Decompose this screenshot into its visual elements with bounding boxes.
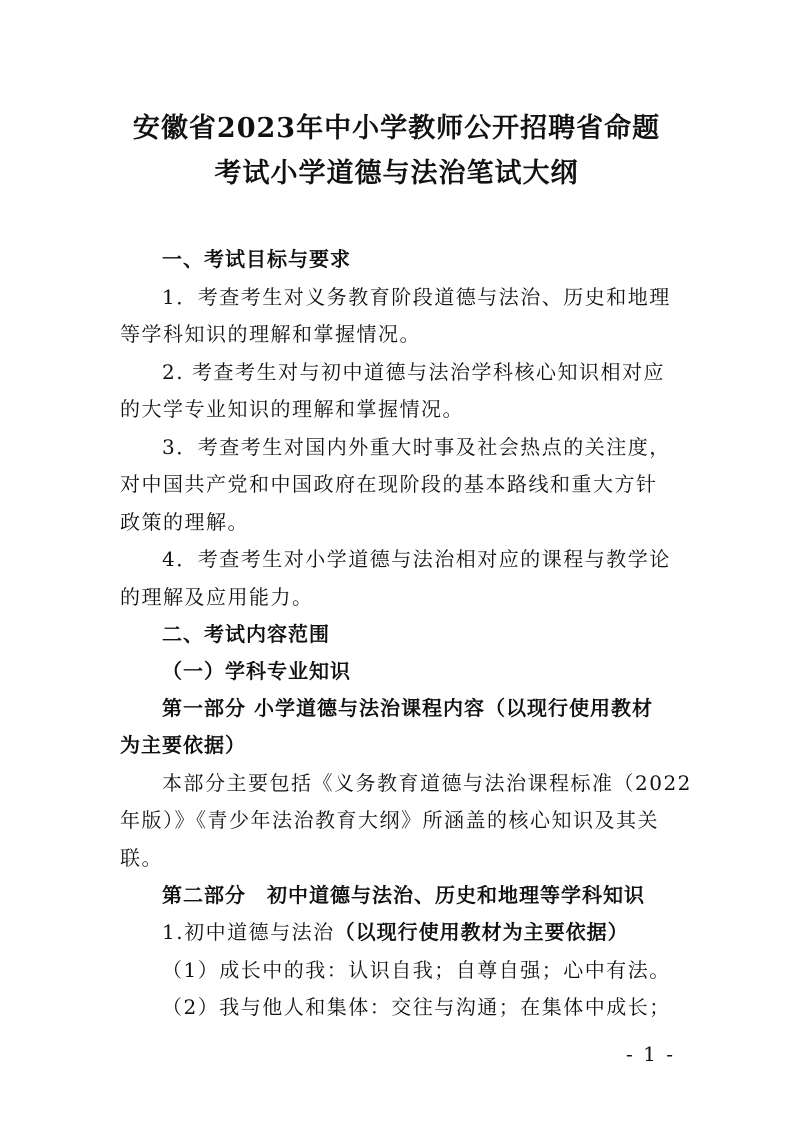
paragraph-line: 联。: [120, 846, 163, 870]
paragraph-line: （1）成长中的我：认识自我；自尊自强；心中有法。: [162, 958, 671, 982]
part-heading-line: 第二部分 初中道德与法治、历史和地理等学科知识: [162, 883, 645, 907]
paragraph-line: 本部分主要包括《义务教育道德与法治课程标准（2022: [162, 771, 692, 795]
paragraph-line: 1．考查考生对义务教育阶段道德与法治、历史和地理: [162, 285, 671, 309]
item-prefix: 1.初中道德与法治: [162, 920, 335, 944]
paragraph-line: （2）我与他人和集体：交往与沟通；在集体中成长；: [162, 995, 671, 1019]
paragraph-line: 年版）》《青少年法治教育大纲》所涵盖的核心知识及其关: [120, 808, 659, 832]
paragraph-line: [162, 916, 629, 945]
paragraph-line: 4．考查考生对小学道德与法治相对应的课程与教学论: [162, 547, 671, 571]
paragraph-line: 3．考查考生对国内外重大时事及社会热点的关注度，: [162, 435, 671, 459]
paragraph-line: 2. 考查考生对与初中道德与法治学科核心知识相对应: [162, 360, 665, 384]
part-heading-line: 为主要依据）: [120, 733, 246, 757]
paragraph-line: 等学科知识的理解和掌握情况。: [120, 322, 421, 346]
document-title-line1: 安徽省2023年中小学教师公开招聘省命题: [132, 113, 661, 144]
page-number: - 1 -: [626, 1042, 675, 1066]
part-heading-line: 第一部分 小学道德与法治课程内容（以现行使用教材: [162, 696, 653, 720]
paragraph-line: 对中国共产党和中国政府在现阶段的基本路线和重大方针: [120, 472, 658, 496]
paragraph-line: 的大学专业知识的理解和掌握情况。: [120, 397, 464, 421]
paragraph-line: 的理解及应用能力。: [120, 585, 314, 609]
section-heading-scope: 二、考试内容范围: [162, 622, 330, 646]
paragraph-line: 政策的理解。: [120, 510, 249, 534]
item-suffix-bold: （以现行使用教材为主要依据）: [334, 920, 629, 944]
subsection-heading: （一）学科专业知识: [162, 659, 351, 683]
document-title-line2: 考试小学道德与法治笔试大纲: [214, 158, 579, 189]
section-heading-goals: 一、考试目标与要求: [162, 247, 351, 271]
